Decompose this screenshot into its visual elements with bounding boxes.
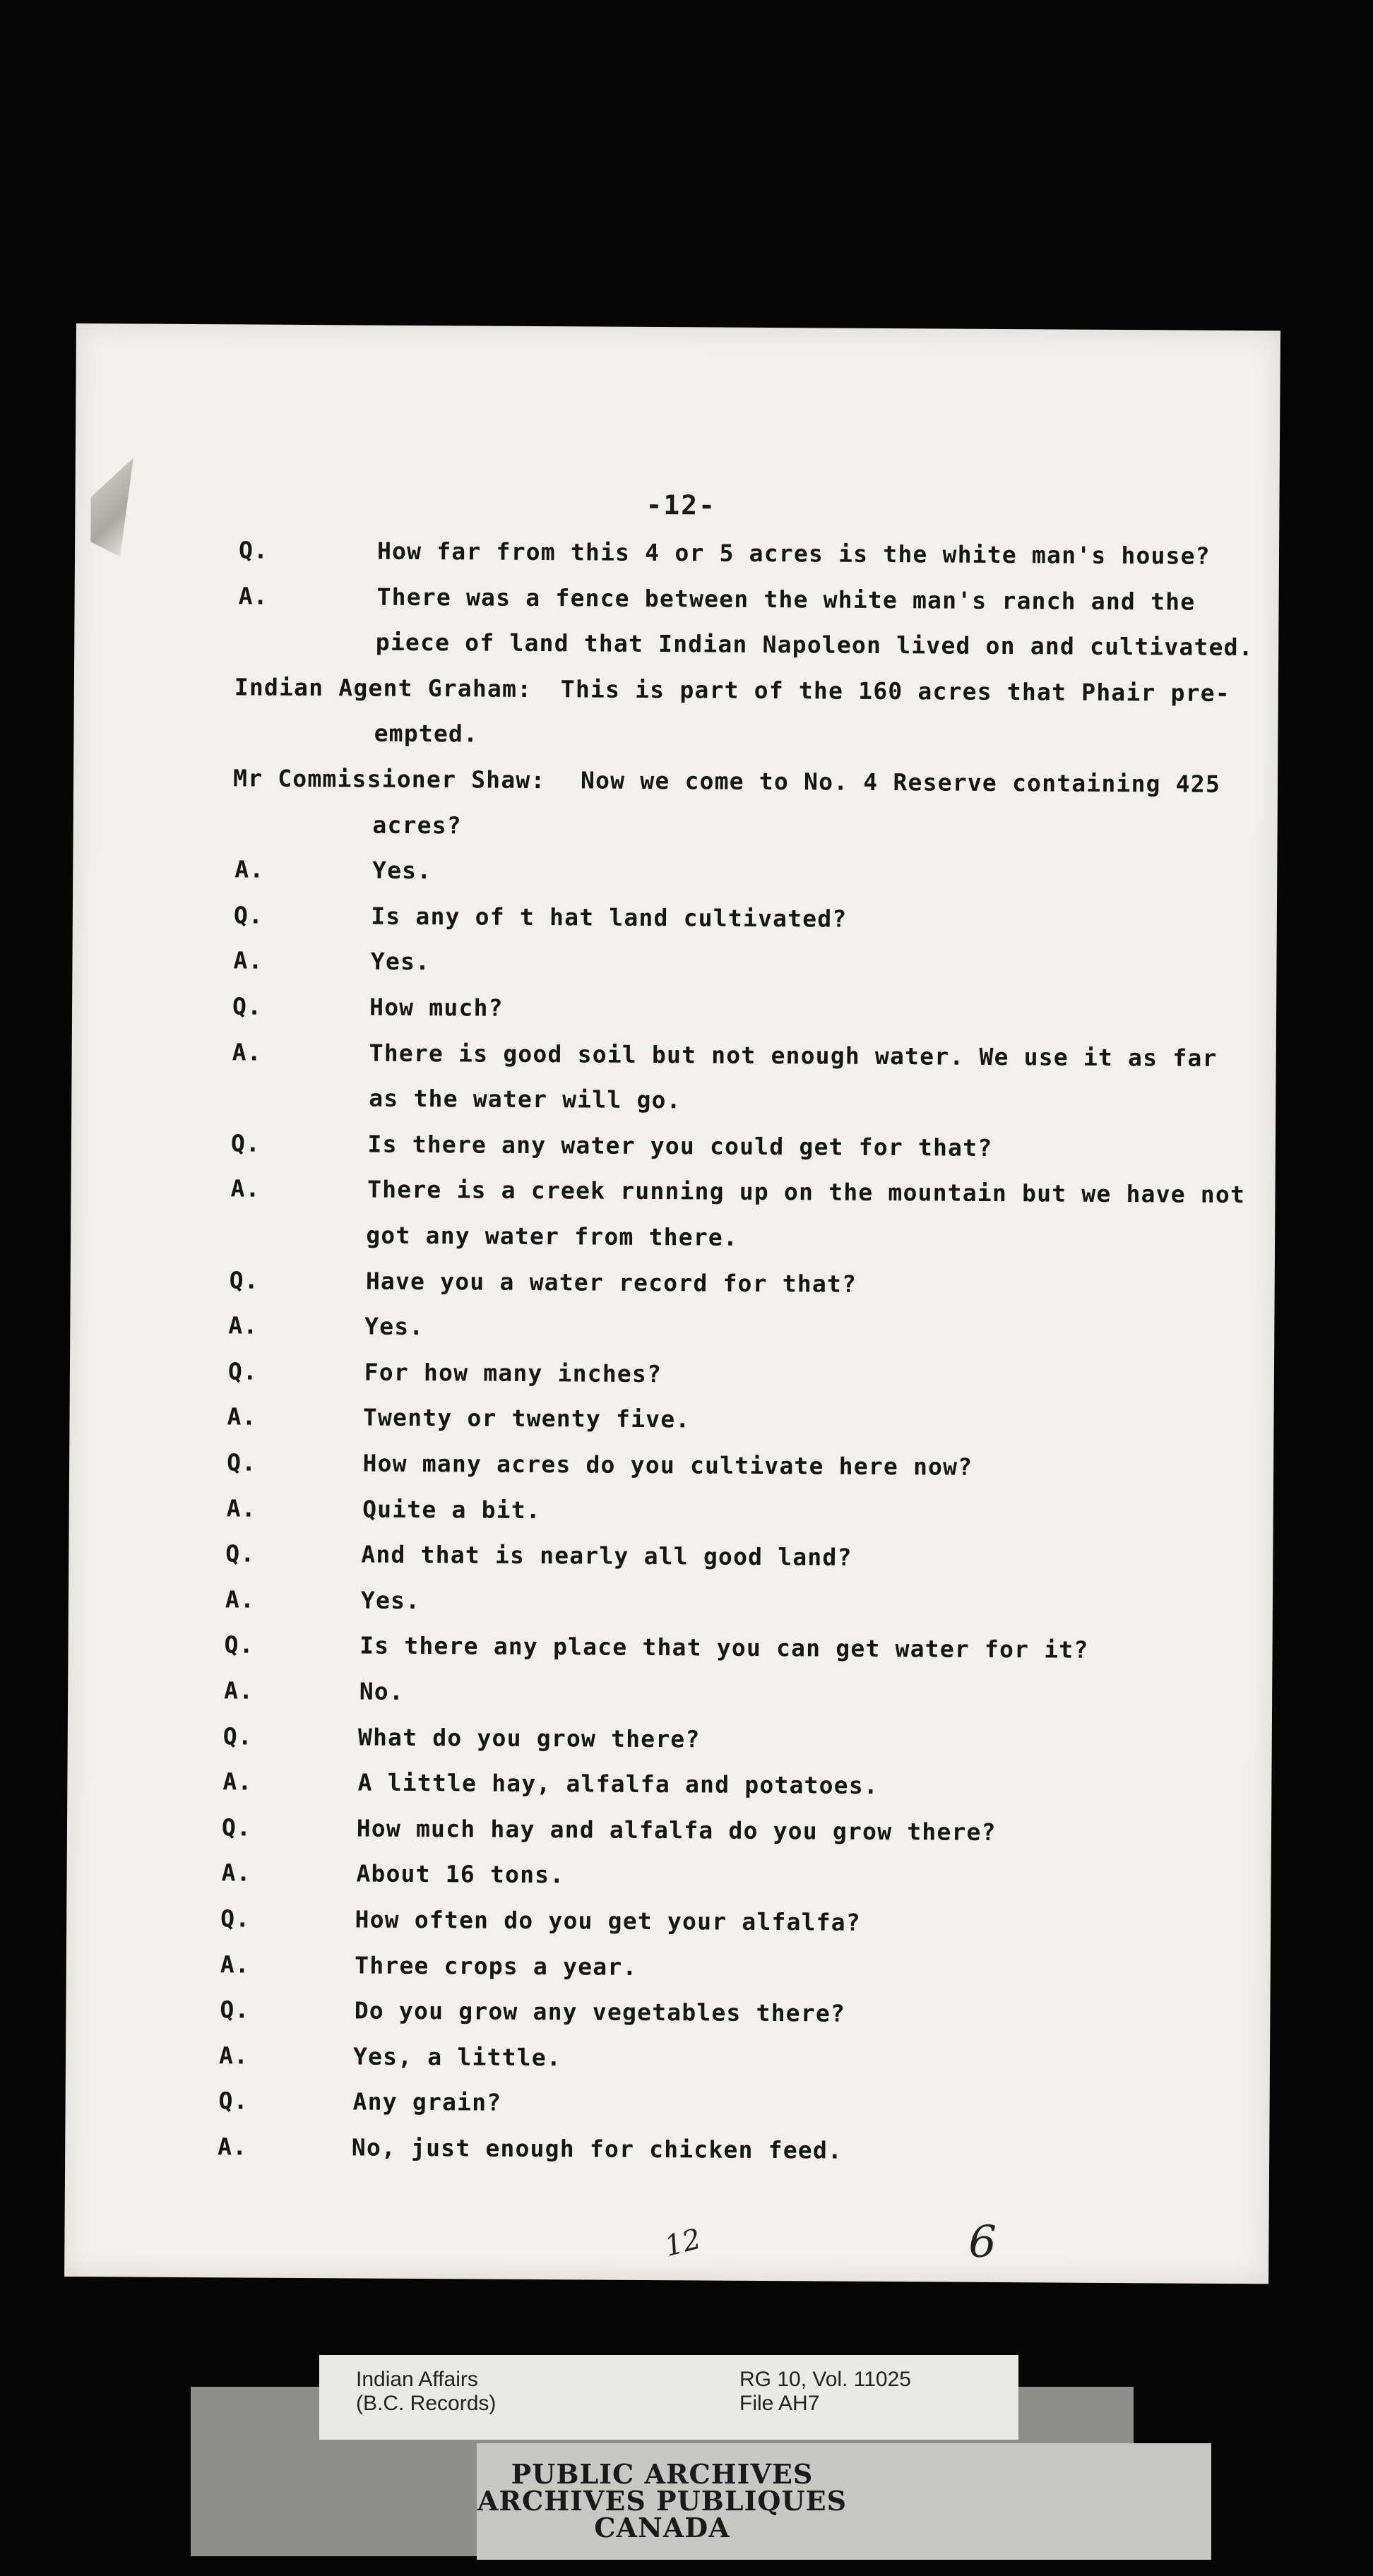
question-text: How many acres do you cultivate here now?: [362, 1449, 973, 1481]
question-text: Is there any place that you can get water for it?: [359, 1631, 1089, 1664]
speaker-label: Indian Agent Graham:: [234, 673, 533, 703]
answer-text: Yes, a little.: [352, 2042, 562, 2072]
answer-marker: A.: [221, 1859, 251, 1887]
question-text: Any grain?: [352, 2087, 502, 2116]
transcript-line: [66, 1904, 1271, 1948]
transcript-line: [70, 1356, 1274, 1400]
transcript-line: [66, 2041, 1270, 2085]
transcript-line: [71, 1174, 1275, 1217]
label-volume: RG 10, Vol. 11025: [739, 2368, 911, 2391]
question-text: For how many inches?: [364, 1358, 662, 1388]
answer-marker: A.: [232, 1038, 262, 1066]
transcript-line: [66, 1950, 1271, 1993]
question-marker: Q.: [222, 1722, 254, 1751]
answer-marker: A.: [238, 582, 268, 610]
stamp-line-1: PUBLIC ARCHIVES: [511, 2458, 814, 2490]
handwritten-page-mark: 12: [661, 2222, 705, 2263]
transcript-line: [73, 809, 1277, 853]
answer-text: About 16 tons.: [356, 1859, 565, 1889]
archive-stamp: [191, 2458, 1134, 2544]
answer-marker: A.: [218, 2041, 249, 2070]
continuation-text: empted.: [374, 719, 479, 748]
transcript-line: [72, 1037, 1276, 1081]
transcript-line: [73, 763, 1278, 807]
answer-text: No.: [359, 1677, 405, 1705]
question-text: Is there any water you could get for that?: [367, 1130, 993, 1162]
answer-text: Twenty or twenty five.: [362, 1403, 691, 1433]
answer-text: No, just enough for chicken feed.: [351, 2133, 843, 2164]
question-text: How much?: [369, 993, 504, 1022]
label-file: File AH7: [739, 2392, 820, 2415]
question-marker: Q.: [221, 1813, 252, 1842]
transcript-line: [69, 1539, 1273, 1582]
transcript-line: [73, 900, 1277, 944]
question-text: Do you grow any vegetables there?: [354, 1996, 846, 2027]
answer-marker: A.: [227, 1402, 257, 1431]
question-text: Is any of t hat land cultivated?: [371, 902, 848, 933]
question-marker: Q.: [218, 2087, 249, 2115]
transcript-line: [71, 1083, 1276, 1126]
question-marker: Q.: [220, 1904, 251, 1933]
answer-text: There is a creek running up on the mountain but we have not: [367, 1175, 1246, 1209]
continuation-text: acres?: [372, 811, 462, 840]
speaker-label: Mr Commissioner Shaw:: [232, 764, 546, 794]
transcript-line: [67, 1767, 1271, 1811]
answer-marker: A.: [228, 1311, 258, 1340]
transcript-line: [75, 535, 1279, 579]
question-marker: Q.: [227, 1448, 257, 1477]
question-text: Have you a water record for that?: [365, 1267, 857, 1298]
transcript-line: [69, 1448, 1273, 1491]
answer-marker: A.: [230, 1174, 261, 1203]
answer-text: Yes.: [364, 1312, 424, 1341]
continuation-text: piece of land that Indian Napoleon lived on and cultivated.: [375, 628, 1254, 662]
question-marker: Q.: [232, 992, 263, 1020]
transcript-line: [67, 1813, 1271, 1856]
transcript-line: [69, 1402, 1273, 1445]
transcript-line: [70, 1311, 1274, 1354]
answer-marker: A.: [224, 1676, 254, 1705]
answer-marker: A.: [225, 1585, 256, 1614]
transcript-line: [73, 854, 1277, 898]
answer-marker: A.: [218, 2133, 248, 2161]
speaker-statement: This is part of the 160 acres that Phair pre-: [560, 675, 1230, 707]
transcript-line: [65, 2086, 1269, 2130]
question-marker: Q.: [224, 1630, 254, 1659]
answer-marker: A.: [234, 855, 265, 883]
label-fonds: Indian Affairs: [356, 2368, 478, 2391]
transcript-line: [74, 672, 1278, 716]
transcript-line: [69, 1585, 1273, 1628]
answer-text: Quite a bit.: [362, 1495, 542, 1525]
stamp-line-3: CANADA: [594, 2512, 730, 2544]
archive-label-card: [319, 2355, 1018, 2440]
transcript-line: [71, 1220, 1275, 1263]
answer-text: Yes.: [360, 1586, 421, 1615]
transcript-line: [68, 1676, 1272, 1719]
transcript-line: [69, 1493, 1273, 1537]
transcript-line: [66, 1995, 1270, 2039]
answer-text: There was a fence between the white man's ranch and the: [376, 583, 1196, 616]
question-marker: Q.: [229, 1266, 259, 1294]
stamp-line-2: ARCHIVES PUBLIQUES: [477, 2485, 848, 2517]
transcript-line: [74, 626, 1278, 670]
transcript-line: [73, 717, 1278, 761]
transcript-line: [66, 1858, 1271, 1902]
document-page: [64, 323, 1280, 2284]
answer-marker: A.: [222, 1767, 253, 1796]
question-marker: Q.: [233, 901, 264, 929]
transcript-line: [68, 1630, 1272, 1674]
question-marker: Q.: [220, 1996, 250, 2024]
transcript-line: [71, 1128, 1276, 1172]
page-number: -12-: [646, 489, 717, 521]
question-marker: Q.: [227, 1357, 258, 1385]
answer-marker: A.: [233, 946, 263, 974]
transcript-line: [65, 2132, 1269, 2176]
question-marker: Q.: [238, 536, 269, 564]
question-text: How much hay and alfalfa do you grow there?: [356, 1814, 997, 1846]
handwritten-number: 6: [968, 2215, 997, 2268]
answer-marker: A.: [220, 1950, 251, 1979]
label-series: (B.C. Records): [356, 2392, 497, 2415]
speaker-statement: Now we come to No. 4 Reserve containing 425: [580, 766, 1221, 798]
answer-text: There is good soil but not enough water. We use it as far: [369, 1039, 1218, 1072]
question-text: How far from this 4 or 5 acres is the white man's house?: [376, 537, 1211, 570]
question-text: And that is nearly all good land?: [361, 1540, 852, 1571]
answer-text: Yes.: [372, 856, 432, 885]
question-text: What do you grow there?: [357, 1723, 701, 1753]
continuation-text: as the water will go.: [369, 1084, 682, 1114]
transcript-line: [71, 1265, 1275, 1309]
transcript-line: [74, 581, 1278, 625]
question-text: How often do you get your alfalfa?: [355, 1905, 862, 1936]
answer-text: Yes.: [370, 947, 431, 976]
answer-text: Three crops a year.: [355, 1951, 638, 1981]
answer-text: A little hay, alfalfa and potatoes.: [357, 1768, 879, 1799]
continuation-text: got any water from there.: [366, 1221, 739, 1251]
question-marker: Q.: [225, 1539, 256, 1568]
transcript-line: [72, 991, 1276, 1035]
transcript-line: [72, 946, 1276, 989]
question-marker: Q.: [230, 1129, 261, 1157]
transcript-line: [68, 1722, 1272, 1765]
answer-marker: A.: [226, 1494, 257, 1522]
